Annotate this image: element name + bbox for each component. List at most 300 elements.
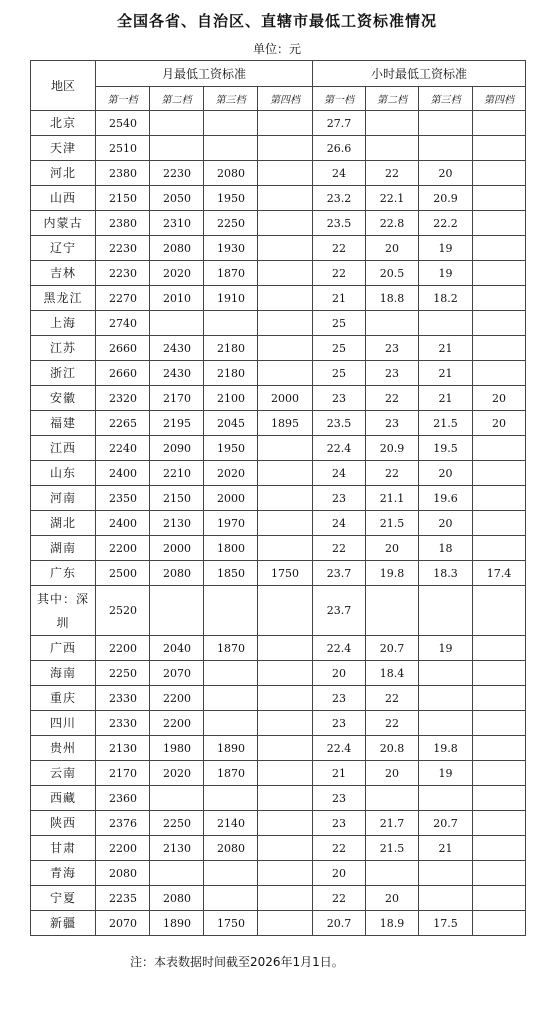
hourly-grade-1-cell: 22.4 <box>313 736 366 761</box>
hourly-grade-1-cell: 23 <box>313 486 366 511</box>
monthly-grade-1-header: 第一档 <box>96 87 150 111</box>
hourly-grade-4-cell <box>473 736 526 761</box>
monthly-grade-1-cell: 2330 <box>96 711 150 736</box>
table-row <box>31 161 526 186</box>
hourly-grade-2-cell: 22 <box>366 686 419 711</box>
monthly-grade-2-cell: 2090 <box>150 436 204 461</box>
monthly-grade-4-cell <box>258 461 313 486</box>
monthly-grade-4-cell <box>258 811 313 836</box>
hourly-grade-2-cell: 20 <box>366 236 419 261</box>
hourly-grade-3-cell: 19 <box>419 236 473 261</box>
monthly-grade-2-cell: 2210 <box>150 461 204 486</box>
monthly-grade-3-cell <box>204 711 258 736</box>
monthly-grade-2-cell: 2195 <box>150 411 204 436</box>
hourly-grade-4-cell: 17.4 <box>473 561 526 586</box>
monthly-grade-3-cell: 1870 <box>204 261 258 286</box>
hourly-grade-1-cell: 24 <box>313 461 366 486</box>
table-row <box>31 711 526 736</box>
table-row <box>31 861 526 886</box>
monthly-grade-4-cell <box>258 736 313 761</box>
hourly-grade-4-cell <box>473 311 526 336</box>
hourly-grade-1-cell: 22.4 <box>313 436 366 461</box>
region-cell: 陕西 <box>31 811 96 836</box>
monthly-grade-3-cell: 1950 <box>204 436 258 461</box>
hourly-grade-3-cell: 18.2 <box>419 286 473 311</box>
hourly-grade-1-cell: 23.7 <box>313 561 366 586</box>
region-cell: 福建 <box>31 411 96 436</box>
hourly-grade-1-cell: 22 <box>313 886 366 911</box>
hourly-grade-2-cell <box>366 111 419 136</box>
hourly-grade-2-cell: 20.5 <box>366 261 419 286</box>
hourly-grade-3-cell <box>419 311 473 336</box>
monthly-grade-4-cell: 1895 <box>258 411 313 436</box>
monthly-grade-2-cell: 2020 <box>150 261 204 286</box>
monthly-grade-3-cell: 1890 <box>204 736 258 761</box>
monthly-grade-1-cell: 2200 <box>96 836 150 861</box>
hourly-grade-4-cell <box>473 236 526 261</box>
hourly-grade-1-cell: 23 <box>313 711 366 736</box>
monthly-grade-4-cell <box>258 911 313 936</box>
monthly-grade-1-cell: 2360 <box>96 786 150 811</box>
monthly-grade-4-cell <box>258 511 313 536</box>
region-cell: 北京 <box>31 111 96 136</box>
monthly-grade-4-cell <box>258 711 313 736</box>
hourly-grade-4-cell <box>473 686 526 711</box>
monthly-grade-2-cell <box>150 861 204 886</box>
hourly-grade-3-cell <box>419 686 473 711</box>
hourly-grade-4-cell: 20 <box>473 386 526 411</box>
hourly-grade-4-cell <box>473 261 526 286</box>
region-cell: 新疆 <box>31 911 96 936</box>
hourly-grade-4-cell <box>473 111 526 136</box>
hourly-grade-2-cell <box>366 786 419 811</box>
monthly-grade-3-cell: 2045 <box>204 411 258 436</box>
hourly-grade-3-cell: 17.5 <box>419 911 473 936</box>
table-row <box>31 661 526 686</box>
hourly-grade-2-cell <box>366 136 419 161</box>
region-cell: 宁夏 <box>31 886 96 911</box>
region-cell: 内蒙古 <box>31 211 96 236</box>
hourly-grade-2-cell: 23 <box>366 336 419 361</box>
hourly-grade-3-cell: 18.3 <box>419 561 473 586</box>
monthly-grade-3-cell: 1800 <box>204 536 258 561</box>
monthly-grade-2-cell: 2310 <box>150 211 204 236</box>
monthly-grade-2-cell: 2000 <box>150 536 204 561</box>
hourly-grade-2-cell: 20 <box>366 536 419 561</box>
region-cell: 重庆 <box>31 686 96 711</box>
table-row <box>31 361 526 386</box>
monthly-grade-3-header: 第三档 <box>204 87 258 111</box>
table-row <box>31 686 526 711</box>
table-row <box>31 436 526 461</box>
region-cell: 四川 <box>31 711 96 736</box>
monthly-grade-2-cell <box>150 311 204 336</box>
hourly-grade-2-cell: 20 <box>366 886 419 911</box>
monthly-grade-3-cell: 1910 <box>204 286 258 311</box>
monthly-grade-1-cell: 2265 <box>96 411 150 436</box>
hourly-grade-4-cell <box>473 536 526 561</box>
table-row <box>31 261 526 286</box>
monthly-grade-1-cell: 2270 <box>96 286 150 311</box>
hourly-grade-3-cell: 19 <box>419 761 473 786</box>
hourly-grade-1-cell: 22 <box>313 536 366 561</box>
monthly-grade-3-cell: 2100 <box>204 386 258 411</box>
monthly-grade-1-cell: 2230 <box>96 261 150 286</box>
hourly-grade-2-cell: 21.5 <box>366 836 419 861</box>
monthly-grade-3-cell <box>204 311 258 336</box>
hourly-grade-1-cell: 23 <box>313 386 366 411</box>
hourly-grade-3-cell <box>419 861 473 886</box>
monthly-grade-1-cell: 2380 <box>96 161 150 186</box>
hourly-grade-1-cell: 25 <box>313 311 366 336</box>
table-row <box>31 586 526 636</box>
hourly-grade-4-cell <box>473 436 526 461</box>
monthly-grade-1-cell: 2200 <box>96 536 150 561</box>
hourly-grade-2-cell: 22.8 <box>366 211 419 236</box>
hourly-grade-2-cell: 18.4 <box>366 661 419 686</box>
table-row <box>31 886 526 911</box>
hourly-grade-4-cell <box>473 486 526 511</box>
hourly-grade-1-header: 第一档 <box>313 87 366 111</box>
table-row <box>31 211 526 236</box>
monthly-grade-3-cell: 2180 <box>204 361 258 386</box>
hourly-grade-4-cell <box>473 836 526 861</box>
hourly-grade-4-cell <box>473 136 526 161</box>
monthly-grade-3-cell: 1930 <box>204 236 258 261</box>
hourly-grade-3-cell: 20 <box>419 461 473 486</box>
hourly-grade-4-cell <box>473 886 526 911</box>
monthly-grade-2-header: 第二档 <box>150 87 204 111</box>
monthly-grade-4-cell <box>258 186 313 211</box>
monthly-grade-2-cell: 2080 <box>150 561 204 586</box>
monthly-grade-2-cell: 2230 <box>150 161 204 186</box>
hourly-grade-4-cell <box>473 786 526 811</box>
hourly-grade-1-cell: 23.7 <box>313 586 366 636</box>
monthly-grade-1-cell: 2235 <box>96 886 150 911</box>
table-row <box>31 636 526 661</box>
hourly-grade-3-cell: 19.5 <box>419 436 473 461</box>
hourly-grade-3-cell <box>419 661 473 686</box>
region-cell: 青海 <box>31 861 96 886</box>
monthly-grade-2-cell: 2080 <box>150 886 204 911</box>
monthly-grade-1-cell: 2520 <box>96 586 150 636</box>
hourly-grade-2-cell: 21.5 <box>366 511 419 536</box>
hourly-grade-2-cell: 22 <box>366 711 419 736</box>
hourly-grade-2-cell <box>366 861 419 886</box>
region-cell: 海南 <box>31 661 96 686</box>
region-cell: 贵州 <box>31 736 96 761</box>
hourly-grade-1-cell: 24 <box>313 161 366 186</box>
hourly-grade-1-cell: 20 <box>313 661 366 686</box>
monthly-grade-1-cell: 2320 <box>96 386 150 411</box>
hourly-grade-4-cell <box>473 186 526 211</box>
hourly-grade-1-cell: 25 <box>313 336 366 361</box>
monthly-grade-4-cell: 2000 <box>258 386 313 411</box>
monthly-grade-4-cell <box>258 536 313 561</box>
hourly-grade-1-cell: 22 <box>313 261 366 286</box>
monthly-grade-1-cell: 2330 <box>96 686 150 711</box>
region-cell: 湖北 <box>31 511 96 536</box>
region-cell: 云南 <box>31 761 96 786</box>
table-row <box>31 786 526 811</box>
region-cell: 安徽 <box>31 386 96 411</box>
hourly-grade-2-cell: 21.7 <box>366 811 419 836</box>
table-row <box>31 761 526 786</box>
hourly-grade-2-cell: 23 <box>366 411 419 436</box>
monthly-grade-3-cell: 2080 <box>204 161 258 186</box>
monthly-grade-4-cell <box>258 261 313 286</box>
monthly-grade-3-cell: 1750 <box>204 911 258 936</box>
hourly-grade-1-cell: 21 <box>313 761 366 786</box>
monthly-grade-4-cell <box>258 861 313 886</box>
monthly-grade-2-cell: 2080 <box>150 236 204 261</box>
monthly-grade-4-cell <box>258 311 313 336</box>
monthly-grade-4-cell <box>258 686 313 711</box>
monthly-grade-4-cell <box>258 636 313 661</box>
hourly-grade-2-cell: 22 <box>366 161 419 186</box>
monthly-grade-4-cell <box>258 761 313 786</box>
monthly-grade-1-cell: 2400 <box>96 511 150 536</box>
monthly-grade-3-cell: 1870 <box>204 636 258 661</box>
region-cell: 江西 <box>31 436 96 461</box>
hourly-grade-2-cell: 20.8 <box>366 736 419 761</box>
monthly-grade-4-header: 第四档 <box>258 87 313 111</box>
hourly-grade-4-cell <box>473 811 526 836</box>
hourly-grade-2-header: 第二档 <box>366 87 419 111</box>
monthly-grade-2-cell: 2200 <box>150 711 204 736</box>
hourly-grade-3-cell <box>419 111 473 136</box>
hourly-grade-1-cell: 20 <box>313 861 366 886</box>
monthly-grade-2-cell: 2130 <box>150 511 204 536</box>
hourly-grade-3-cell <box>419 786 473 811</box>
hourly-grade-4-cell <box>473 586 526 636</box>
hourly-grade-3-cell <box>419 136 473 161</box>
monthly-grade-1-cell: 2510 <box>96 136 150 161</box>
table-row <box>31 411 526 436</box>
monthly-grade-3-cell <box>204 111 258 136</box>
monthly-grade-1-cell: 2540 <box>96 111 150 136</box>
hourly-grade-4-cell <box>473 911 526 936</box>
monthly-grade-2-cell: 1890 <box>150 911 204 936</box>
hourly-grade-3-cell <box>419 711 473 736</box>
region-cell: 湖南 <box>31 536 96 561</box>
table-row <box>31 286 526 311</box>
table-row <box>31 111 526 136</box>
hourly-grade-4-header: 第四档 <box>473 87 526 111</box>
hourly-grade-4-cell <box>473 211 526 236</box>
page-title: 全国各省、自治区、直辖市最低工资标准情况 <box>116 12 437 30</box>
hourly-grade-4-cell <box>473 361 526 386</box>
monthly-header: 月最低工资标准 <box>96 61 313 87</box>
region-cell: 江苏 <box>31 336 96 361</box>
table-body <box>31 111 526 936</box>
monthly-grade-3-cell: 2250 <box>204 211 258 236</box>
monthly-grade-2-cell: 2170 <box>150 386 204 411</box>
monthly-grade-2-cell: 2200 <box>150 686 204 711</box>
monthly-grade-1-cell: 2170 <box>96 761 150 786</box>
hourly-grade-2-cell: 18.9 <box>366 911 419 936</box>
hourly-grade-2-cell: 19.8 <box>366 561 419 586</box>
monthly-grade-2-cell: 2250 <box>150 811 204 836</box>
hourly-grade-4-cell <box>473 661 526 686</box>
hourly-grade-3-cell: 18 <box>419 536 473 561</box>
hourly-grade-2-cell: 20.9 <box>366 436 419 461</box>
min-wage-table <box>30 60 526 936</box>
monthly-grade-1-cell: 2070 <box>96 911 150 936</box>
monthly-grade-4-cell <box>258 236 313 261</box>
hourly-grade-3-cell: 20.9 <box>419 186 473 211</box>
region-cell: 山西 <box>31 186 96 211</box>
monthly-grade-3-cell: 2080 <box>204 836 258 861</box>
monthly-grade-1-cell: 2740 <box>96 311 150 336</box>
monthly-grade-3-cell <box>204 686 258 711</box>
monthly-grade-4-cell <box>258 786 313 811</box>
hourly-grade-4-cell <box>473 711 526 736</box>
monthly-grade-3-cell <box>204 586 258 636</box>
hourly-grade-2-cell <box>366 586 419 636</box>
monthly-grade-4-cell <box>258 211 313 236</box>
hourly-grade-3-header: 第三档 <box>419 87 473 111</box>
monthly-grade-3-cell: 2000 <box>204 486 258 511</box>
monthly-grade-3-cell: 1870 <box>204 761 258 786</box>
monthly-grade-1-cell: 2230 <box>96 236 150 261</box>
hourly-grade-2-cell: 18.8 <box>366 286 419 311</box>
hourly-grade-4-cell <box>473 286 526 311</box>
monthly-grade-3-cell <box>204 786 258 811</box>
hourly-grade-3-cell: 21.5 <box>419 411 473 436</box>
table-row <box>31 561 526 586</box>
monthly-grade-2-cell: 2040 <box>150 636 204 661</box>
monthly-grade-2-cell: 2150 <box>150 486 204 511</box>
monthly-grade-1-cell: 2250 <box>96 661 150 686</box>
hourly-grade-2-cell: 22.1 <box>366 186 419 211</box>
region-header: 地区 <box>31 61 96 111</box>
hourly-grade-1-cell: 21 <box>313 286 366 311</box>
monthly-grade-3-cell <box>204 136 258 161</box>
table-row <box>31 511 526 536</box>
monthly-grade-2-cell: 2050 <box>150 186 204 211</box>
hourly-grade-3-cell: 19.6 <box>419 486 473 511</box>
monthly-grade-2-cell <box>150 136 204 161</box>
monthly-grade-3-cell: 1950 <box>204 186 258 211</box>
monthly-grade-3-cell: 1970 <box>204 511 258 536</box>
region-cell: 天津 <box>31 136 96 161</box>
monthly-grade-4-cell <box>258 586 313 636</box>
hourly-grade-2-cell: 23 <box>366 361 419 386</box>
hourly-grade-1-cell: 20.7 <box>313 911 366 936</box>
monthly-grade-1-cell: 2150 <box>96 186 150 211</box>
monthly-grade-4-cell <box>258 436 313 461</box>
hourly-grade-2-cell <box>366 311 419 336</box>
hourly-grade-4-cell <box>473 336 526 361</box>
hourly-grade-1-cell: 27.7 <box>313 111 366 136</box>
region-cell: 甘肃 <box>31 836 96 861</box>
hourly-grade-4-cell <box>473 511 526 536</box>
monthly-grade-1-cell: 2400 <box>96 461 150 486</box>
hourly-grade-3-cell: 21 <box>419 836 473 861</box>
monthly-grade-2-cell: 2070 <box>150 661 204 686</box>
table-row <box>31 461 526 486</box>
region-cell: 浙江 <box>31 361 96 386</box>
monthly-grade-4-cell <box>258 111 313 136</box>
monthly-grade-1-cell: 2080 <box>96 861 150 886</box>
monthly-grade-3-cell: 1850 <box>204 561 258 586</box>
hourly-grade-1-cell: 23 <box>313 686 366 711</box>
hourly-grade-1-cell: 23 <box>313 786 366 811</box>
hourly-grade-3-cell <box>419 886 473 911</box>
table-row <box>31 336 526 361</box>
hourly-grade-4-cell <box>473 761 526 786</box>
table-row <box>31 136 526 161</box>
table-row <box>31 186 526 211</box>
monthly-grade-3-cell: 2020 <box>204 461 258 486</box>
hourly-grade-1-cell: 23.2 <box>313 186 366 211</box>
hourly-grade-1-cell: 24 <box>313 511 366 536</box>
table-row <box>31 736 526 761</box>
monthly-grade-2-cell: 2010 <box>150 286 204 311</box>
region-cell: 河北 <box>31 161 96 186</box>
hourly-grade-3-cell: 21 <box>419 361 473 386</box>
table-row <box>31 486 526 511</box>
hourly-grade-1-cell: 22 <box>313 836 366 861</box>
monthly-grade-1-cell: 2380 <box>96 211 150 236</box>
monthly-grade-4-cell <box>258 286 313 311</box>
hourly-header: 小时最低工资标准 <box>313 61 526 87</box>
region-cell: 辽宁 <box>31 236 96 261</box>
region-cell: 西藏 <box>31 786 96 811</box>
hourly-grade-2-cell: 22 <box>366 461 419 486</box>
hourly-grade-1-cell: 22 <box>313 236 366 261</box>
table-row <box>31 311 526 336</box>
hourly-grade-1-cell: 23.5 <box>313 411 366 436</box>
table-row <box>31 236 526 261</box>
monthly-grade-1-cell: 2376 <box>96 811 150 836</box>
hourly-grade-2-cell: 22 <box>366 386 419 411</box>
hourly-grade-3-cell: 20 <box>419 161 473 186</box>
monthly-grade-4-cell <box>258 361 313 386</box>
monthly-grade-2-cell <box>150 111 204 136</box>
region-cell: 广西 <box>31 636 96 661</box>
monthly-grade-4-cell <box>258 136 313 161</box>
region-cell: 上海 <box>31 311 96 336</box>
monthly-grade-4-cell <box>258 486 313 511</box>
hourly-grade-3-cell: 21 <box>419 386 473 411</box>
monthly-grade-2-cell: 1980 <box>150 736 204 761</box>
hourly-grade-4-cell <box>473 461 526 486</box>
monthly-grade-3-cell: 2140 <box>204 811 258 836</box>
hourly-grade-1-cell: 26.6 <box>313 136 366 161</box>
hourly-grade-1-cell: 25 <box>313 361 366 386</box>
hourly-grade-4-cell: 20 <box>473 411 526 436</box>
region-cell: 广东 <box>31 561 96 586</box>
hourly-grade-3-cell <box>419 586 473 636</box>
footnote: 注：本表数据时间截至2026年1月1日。 <box>130 955 344 969</box>
monthly-grade-3-cell <box>204 661 258 686</box>
hourly-grade-3-cell: 20 <box>419 511 473 536</box>
hourly-grade-3-cell: 19 <box>419 636 473 661</box>
monthly-grade-1-cell: 2350 <box>96 486 150 511</box>
region-cell: 吉林 <box>31 261 96 286</box>
hourly-grade-3-cell: 21 <box>419 336 473 361</box>
monthly-grade-1-cell: 2240 <box>96 436 150 461</box>
hourly-grade-3-cell: 22.2 <box>419 211 473 236</box>
monthly-grade-1-cell: 2660 <box>96 361 150 386</box>
monthly-grade-4-cell <box>258 836 313 861</box>
hourly-grade-2-cell: 20.7 <box>366 636 419 661</box>
monthly-grade-1-cell: 2200 <box>96 636 150 661</box>
table-row <box>31 836 526 861</box>
table-row <box>31 536 526 561</box>
